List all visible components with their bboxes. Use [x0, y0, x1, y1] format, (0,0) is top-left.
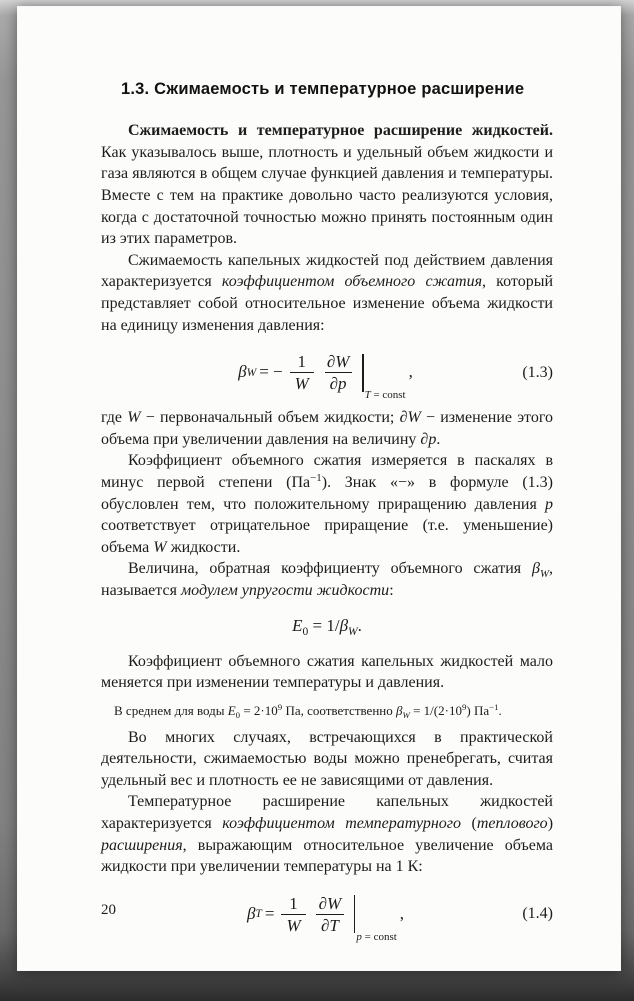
math-symbol-dp: ∂p [420, 430, 437, 448]
text-run: . [436, 430, 441, 448]
text-run: Температурное расширение капельных жидкостей характеризуется [101, 793, 553, 832]
math-symbol-beta: β [339, 615, 349, 635]
paragraph-neglect: Во многих случаях, встречающихся в практической деятельности, сжимаемостью воды можно пренебрегать, считая удельный вес и плотность ее не зависящими от давления. [101, 728, 553, 789]
math-symbol-beta: β [396, 702, 403, 718]
superscript: 9 [277, 701, 283, 712]
text-run: Сжимаемость капельных жидкостей под действием давления характеризуется [101, 251, 553, 291]
paragraph-lead-bold: Сжимаемость и температурное расширение жидкостей. [128, 122, 553, 140]
fraction-partial [322, 351, 355, 394]
text-run: . [498, 702, 502, 718]
text-run: = 2·10 [240, 702, 278, 718]
section-title: 1.3. Сжимаемость и температурное расширение [121, 80, 525, 98]
math-slash: / [334, 615, 340, 635]
book-page [17, 6, 621, 971]
math-symbol-p: p [545, 495, 553, 513]
page-number: 20 [101, 902, 116, 918]
paragraph-units [101, 450, 553, 558]
fraction-numerator: ∂W [326, 352, 350, 372]
math-operator: = 1 [308, 615, 335, 635]
math-symbol-beta: β [246, 903, 256, 923]
evaluation-condition [356, 930, 396, 945]
fraction-partial [314, 893, 347, 936]
math-symbol-W: W [127, 409, 141, 427]
text-run: , называется [101, 560, 553, 600]
formula-elasticity [101, 615, 553, 638]
text-run: где [101, 409, 128, 427]
paragraph-modulus [101, 558, 553, 601]
fraction-numerator: 1 [297, 352, 306, 372]
text-run: ) [547, 815, 554, 832]
math-symbol-beta: β [238, 362, 247, 382]
fraction-numerator: 1 [289, 893, 298, 913]
fraction-numerator: ∂W [318, 893, 342, 913]
math-punctuation: . [357, 615, 362, 635]
formula-body: β T = $\frac{1}{W}$ $\frac{\partial W}{\partial T}$ p = const , [246, 893, 405, 943]
text-run: ). Знак «−» в формуле (1.3) обусловлен тем, что положительному приращению давления [101, 474, 553, 513]
term-italic: теплового [476, 815, 548, 832]
text-run: Коэффициент объемного сжатия измеряется в паскалях в минус первой степени (Па [101, 452, 553, 492]
math-symbol: T [364, 389, 371, 402]
paragraph-intro [101, 120, 553, 250]
term-italic: модулем упругости жидкости [180, 582, 390, 600]
text-run: = 1/(2·10 [409, 702, 462, 718]
text-run: − изменение этого объема при увеличении давления на величину [101, 409, 554, 448]
text-run: ) Па [466, 702, 490, 718]
fraction-denominator: W [281, 914, 305, 936]
text-run: Величина, обратная коэффициенту объемного сжатия [128, 560, 532, 578]
text-run: = const [361, 931, 397, 943]
evaluation-bar [362, 354, 363, 392]
paragraph-thermal [101, 791, 553, 877]
equation-number: (1.4) [522, 905, 553, 923]
term-italic: коэффициентом температурного [222, 815, 462, 832]
paragraph-where [101, 407, 553, 450]
formula-1-3 [101, 351, 553, 402]
text-run: − первоначальный объем жидкости; [140, 409, 400, 427]
math-operator: = [264, 903, 275, 923]
fraction [290, 351, 314, 394]
text-run: В среднем для воды [114, 702, 228, 718]
math-symbol-W: W [153, 538, 167, 556]
fraction [281, 893, 305, 936]
math-subscript: W [348, 624, 358, 638]
term-italic: коэффициентом объемного сжатия [221, 273, 483, 291]
math-subscript: 0 [302, 624, 309, 638]
evaluation-bar [354, 895, 355, 933]
math-operator: = − [259, 362, 283, 382]
math-subscript: 0 [235, 709, 241, 720]
math-symbol-dW: ∂W [399, 409, 421, 427]
text-run: Па, соответственно [282, 702, 396, 718]
term-italic: расширения [101, 836, 183, 854]
text-run: жидкости. [166, 538, 241, 556]
math-subscript: W [402, 709, 410, 720]
text-run: , который представляет собой относительное изменение объема жидкости на единицу изменения давления: [101, 273, 554, 334]
math-symbol: p [356, 931, 362, 943]
math-subscript: W [539, 568, 549, 581]
text-run: : [389, 582, 394, 600]
math-symbol-E: E [227, 702, 236, 718]
equation-number: (1.3) [522, 363, 553, 381]
superscript: 9 [461, 701, 467, 712]
fraction-denominator: ∂p [325, 372, 352, 394]
fraction-denominator: W [290, 372, 314, 394]
math-symbol-beta: β [531, 560, 540, 578]
formula-1-4 [101, 893, 553, 943]
text-run: ( [461, 815, 477, 832]
math-symbol-E: E [292, 615, 303, 635]
formula-body: β W = − $\frac{1}{W}$ $\frac{\partial W}{\partial p}$ T = const , [238, 352, 413, 402]
text-run: соответствует отрицательное приращение (т.е. уменьшение) объема [101, 517, 553, 556]
paragraph-compressibility [101, 250, 553, 336]
evaluation-condition [365, 388, 406, 403]
superscript: −1 [489, 701, 499, 712]
page-content [101, 78, 553, 949]
superscript: −1 [310, 472, 322, 485]
math-punctuation: , [399, 903, 405, 923]
paragraph-constancy: Коэффициент объемного сжатия капельных жидкостей мало меняется при изменении температуры и давления. [101, 652, 553, 692]
text-run: Как указывалось выше, плотность и удельный объем жидкости и газа являются в общем случае функцией давления и температуры. Вместе с тем на практике довольно часто реализуются условия, когда с достаточной точностью можно принять постоянным один из этих параметров. [101, 143, 553, 248]
text-run: = const [370, 389, 406, 402]
text-run: , выражающим относительное увеличение объема жидкости при увеличении температуры на 1 К: [101, 836, 553, 876]
math-punctuation: , [408, 362, 413, 382]
paragraph-water-values [101, 703, 553, 720]
fraction-denominator: ∂T [316, 914, 344, 936]
